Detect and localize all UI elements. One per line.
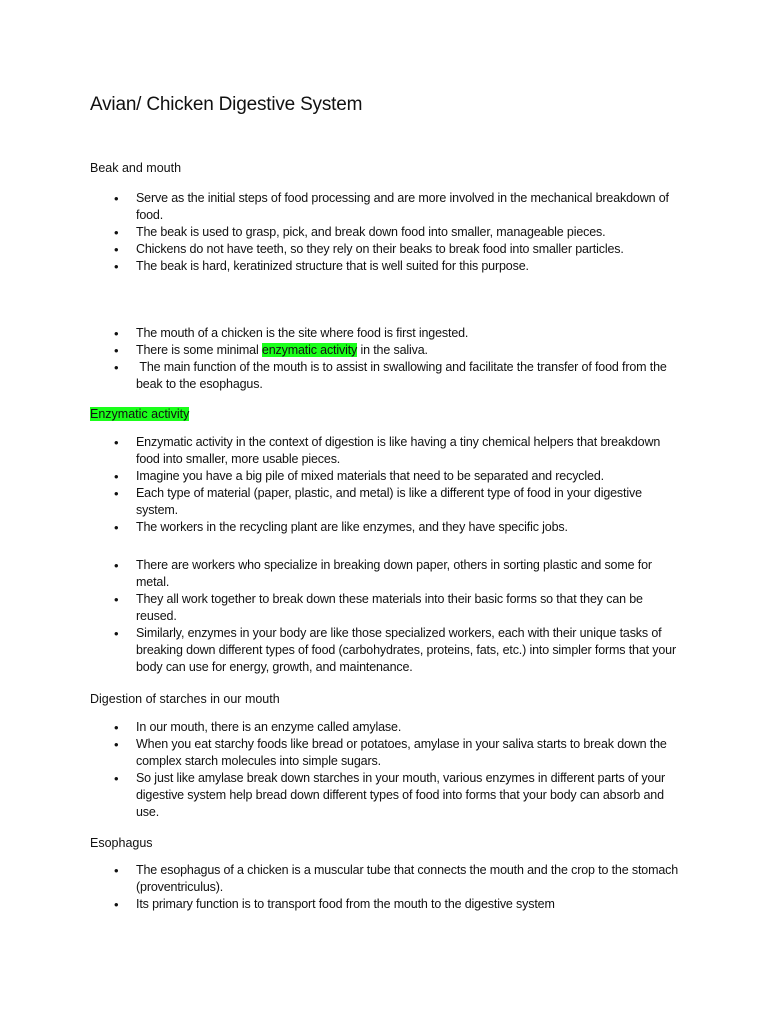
list-item: • When you eat starchy foods like bread or potatoes, amylase in your saliva starts to break down the complex starch molecules into simple sugars. [114,736,684,770]
beak-mouth-list-1 [114,190,684,275]
section-heading-starches: Digestion of starches in our mouth [90,692,280,706]
list-item: • The main function of the mouth is to assist in swallowing and facilitate the transfer of food from the beak to the esophagus. [114,359,684,393]
list-item: • Enzymatic activity in the context of digestion is like having a tiny chemical helpers that breakdown food into smaller, more usable pieces. [114,434,684,468]
beak-mouth-list-2 [114,325,684,393]
list-item: • Serve as the initial steps of food processing and are more involved in the mechanical breakdown of food. [114,190,684,224]
list-item: • The beak is used to grasp, pick, and break down food into smaller, manageable pieces. [114,224,684,241]
list-item-text: in the saliva. [357,343,428,357]
list-item: • In our mouth, there is an enzyme called amylase. [114,719,684,736]
list-item: • There are workers who specialize in breaking down paper, others in sorting plastic and some for metal. [114,557,684,591]
list-item: • The workers in the recycling plant are like enzymes, and they have specific jobs. [114,519,684,536]
esophagus-list [114,862,684,913]
page-title: Avian/ Chicken Digestive System [90,94,363,115]
starches-list [114,719,684,821]
section-heading-beak-mouth: Beak and mouth [90,161,182,175]
enzymatic-list-2 [114,557,684,676]
list-item: • Imagine you have a big pile of mixed materials that need to be separated and recycled. [114,468,684,485]
list-item: • Chickens do not have teeth, so they rely on their beaks to break food into smaller particles. [114,241,684,258]
list-item: • They all work together to break down these materials into their basic forms so that they can be reused. [114,591,684,625]
highlighted-term: enzymatic activity [261,343,358,357]
highlighted-heading: Enzymatic activity [90,407,190,421]
list-item: • Its primary function is to transport food from the mouth to the digestive system [114,896,684,913]
list-item-text: There is some minimal [136,343,262,357]
list-item: • Each type of material (paper, plastic, and metal) is like a different type of food in your digestive system. [114,485,684,519]
section-heading-enzymatic-activity [90,406,189,423]
list-item: • The mouth of a chicken is the site where food is first ingested. [114,325,684,342]
list-item: • The esophagus of a chicken is a muscular tube that connects the mouth and the crop to the stomach (proventriculus). [114,862,684,896]
list-item: • So just like amylase break down starches in your mouth, various enzymes in different parts of your digestive system help bread down different types of food into forms that your body can absorb and use. [114,770,684,821]
list-item: • Similarly, enzymes in your body are like those specialized workers, each with their unique tasks of breaking down different types of food (carbohydrates, proteins, fats, etc.) into simpler forms that your body can use for energy, growth, and maintenance. [114,625,684,676]
enzymatic-list-1 [114,434,684,536]
list-item: • The beak is hard, keratinized structure that is well suited for this purpose. [114,258,684,275]
list-item [114,342,684,359]
section-heading-esophagus: Esophagus [90,836,153,850]
